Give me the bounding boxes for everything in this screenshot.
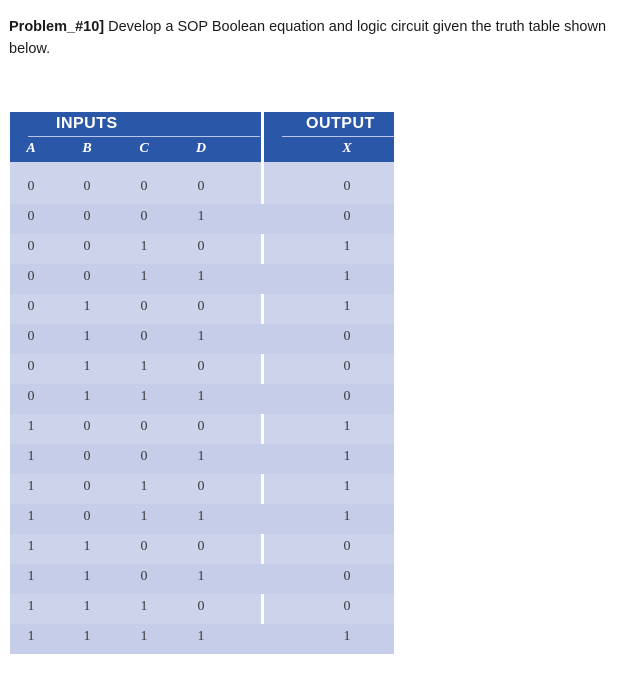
problem-text: Develop a SOP Boolean equation and logic circuit given the truth table shown below. bbox=[9, 19, 607, 57]
cell-c: 1 bbox=[140, 389, 148, 404]
truth-table-body bbox=[10, 174, 394, 654]
cell-x: 0 bbox=[343, 389, 351, 404]
cell-c: 1 bbox=[140, 599, 148, 614]
table-row bbox=[10, 444, 394, 474]
cell-a: 1 bbox=[27, 629, 35, 644]
cell-b: 1 bbox=[83, 569, 91, 584]
inputs-underline bbox=[28, 136, 260, 137]
cell-d: 1 bbox=[197, 269, 205, 284]
table-row bbox=[10, 324, 394, 354]
table-row bbox=[10, 534, 394, 564]
problem-statement bbox=[9, 16, 634, 60]
cell-x: 1 bbox=[343, 479, 351, 494]
cell-a: 0 bbox=[27, 209, 35, 224]
cell-x: 0 bbox=[343, 599, 351, 614]
table-row bbox=[10, 624, 394, 654]
cell-b: 0 bbox=[83, 269, 91, 284]
cell-x: 1 bbox=[343, 269, 351, 284]
cell-b: 0 bbox=[83, 449, 91, 464]
cell-a: 1 bbox=[27, 419, 35, 434]
inputs-header: INPUTS bbox=[56, 115, 118, 132]
cell-d: 1 bbox=[197, 389, 205, 404]
cell-a: 1 bbox=[27, 509, 35, 524]
cell-d: 1 bbox=[197, 209, 205, 224]
column-header-b: B bbox=[82, 141, 92, 156]
cell-b: 1 bbox=[83, 629, 91, 644]
truth-table bbox=[10, 112, 394, 652]
cell-a: 0 bbox=[27, 179, 35, 194]
cell-d: 0 bbox=[197, 239, 205, 254]
table-row bbox=[10, 474, 394, 504]
cell-x: 1 bbox=[343, 299, 351, 314]
cell-c: 1 bbox=[140, 629, 148, 644]
cell-d: 0 bbox=[197, 359, 205, 374]
cell-a: 1 bbox=[27, 539, 35, 554]
cell-x: 0 bbox=[343, 329, 351, 344]
cell-c: 0 bbox=[140, 299, 148, 314]
cell-c: 0 bbox=[140, 329, 148, 344]
cell-c: 0 bbox=[140, 569, 148, 584]
cell-a: 0 bbox=[27, 359, 35, 374]
cell-d: 0 bbox=[197, 419, 205, 434]
cell-c: 1 bbox=[140, 269, 148, 284]
cell-a: 1 bbox=[27, 479, 35, 494]
problem-label: Problem_#10] bbox=[9, 19, 105, 35]
output-header: OUTPUT bbox=[306, 115, 375, 132]
cell-b: 1 bbox=[83, 299, 91, 314]
cell-x: 0 bbox=[343, 569, 351, 584]
cell-d: 0 bbox=[197, 479, 205, 494]
cell-b: 1 bbox=[83, 539, 91, 554]
cell-c: 0 bbox=[140, 209, 148, 224]
table-row bbox=[10, 354, 394, 384]
cell-d: 1 bbox=[197, 569, 205, 584]
cell-b: 0 bbox=[83, 239, 91, 254]
cell-a: 1 bbox=[27, 449, 35, 464]
truth-table-header bbox=[10, 112, 394, 162]
cell-d: 1 bbox=[197, 449, 205, 464]
output-underline bbox=[282, 136, 394, 137]
cell-d: 1 bbox=[197, 329, 205, 344]
cell-x: 0 bbox=[343, 179, 351, 194]
cell-x: 1 bbox=[343, 509, 351, 524]
table-row bbox=[10, 594, 394, 624]
cell-x: 0 bbox=[343, 539, 351, 554]
table-row bbox=[10, 234, 394, 264]
cell-c: 1 bbox=[140, 479, 148, 494]
cell-c: 0 bbox=[140, 539, 148, 554]
cell-c: 0 bbox=[140, 449, 148, 464]
column-header-a: A bbox=[26, 141, 36, 156]
cell-b: 1 bbox=[83, 359, 91, 374]
cell-a: 0 bbox=[27, 389, 35, 404]
table-row bbox=[10, 504, 394, 534]
cell-b: 0 bbox=[83, 419, 91, 434]
column-header-c: C bbox=[139, 141, 149, 156]
table-row bbox=[10, 564, 394, 594]
cell-a: 1 bbox=[27, 569, 35, 584]
cell-x: 0 bbox=[343, 359, 351, 374]
cell-d: 1 bbox=[197, 509, 205, 524]
cell-c: 1 bbox=[140, 509, 148, 524]
cell-a: 0 bbox=[27, 329, 35, 344]
cell-a: 0 bbox=[27, 239, 35, 254]
cell-b: 0 bbox=[83, 209, 91, 224]
cell-d: 0 bbox=[197, 179, 205, 194]
cell-x: 0 bbox=[343, 209, 351, 224]
cell-c: 1 bbox=[140, 239, 148, 254]
table-row bbox=[10, 384, 394, 414]
cell-x: 1 bbox=[343, 419, 351, 434]
cell-c: 0 bbox=[140, 419, 148, 434]
cell-b: 0 bbox=[83, 479, 91, 494]
cell-x: 1 bbox=[343, 449, 351, 464]
cell-b: 1 bbox=[83, 599, 91, 614]
cell-x: 1 bbox=[343, 629, 351, 644]
cell-x: 1 bbox=[343, 239, 351, 254]
column-header-x: X bbox=[342, 141, 352, 156]
cell-d: 1 bbox=[197, 629, 205, 644]
cell-b: 0 bbox=[83, 179, 91, 194]
cell-d: 0 bbox=[197, 599, 205, 614]
cell-b: 1 bbox=[83, 329, 91, 344]
cell-a: 1 bbox=[27, 599, 35, 614]
table-row bbox=[10, 174, 394, 204]
cell-c: 1 bbox=[140, 359, 148, 374]
cell-a: 0 bbox=[27, 269, 35, 284]
table-row bbox=[10, 414, 394, 444]
cell-a: 0 bbox=[27, 299, 35, 314]
cell-d: 0 bbox=[197, 299, 205, 314]
column-header-d: D bbox=[195, 141, 207, 156]
table-row bbox=[10, 294, 394, 324]
cell-b: 1 bbox=[83, 389, 91, 404]
table-row bbox=[10, 264, 394, 294]
cell-c: 0 bbox=[140, 179, 148, 194]
cell-b: 0 bbox=[83, 509, 91, 524]
table-row bbox=[10, 204, 394, 234]
cell-d: 0 bbox=[197, 539, 205, 554]
